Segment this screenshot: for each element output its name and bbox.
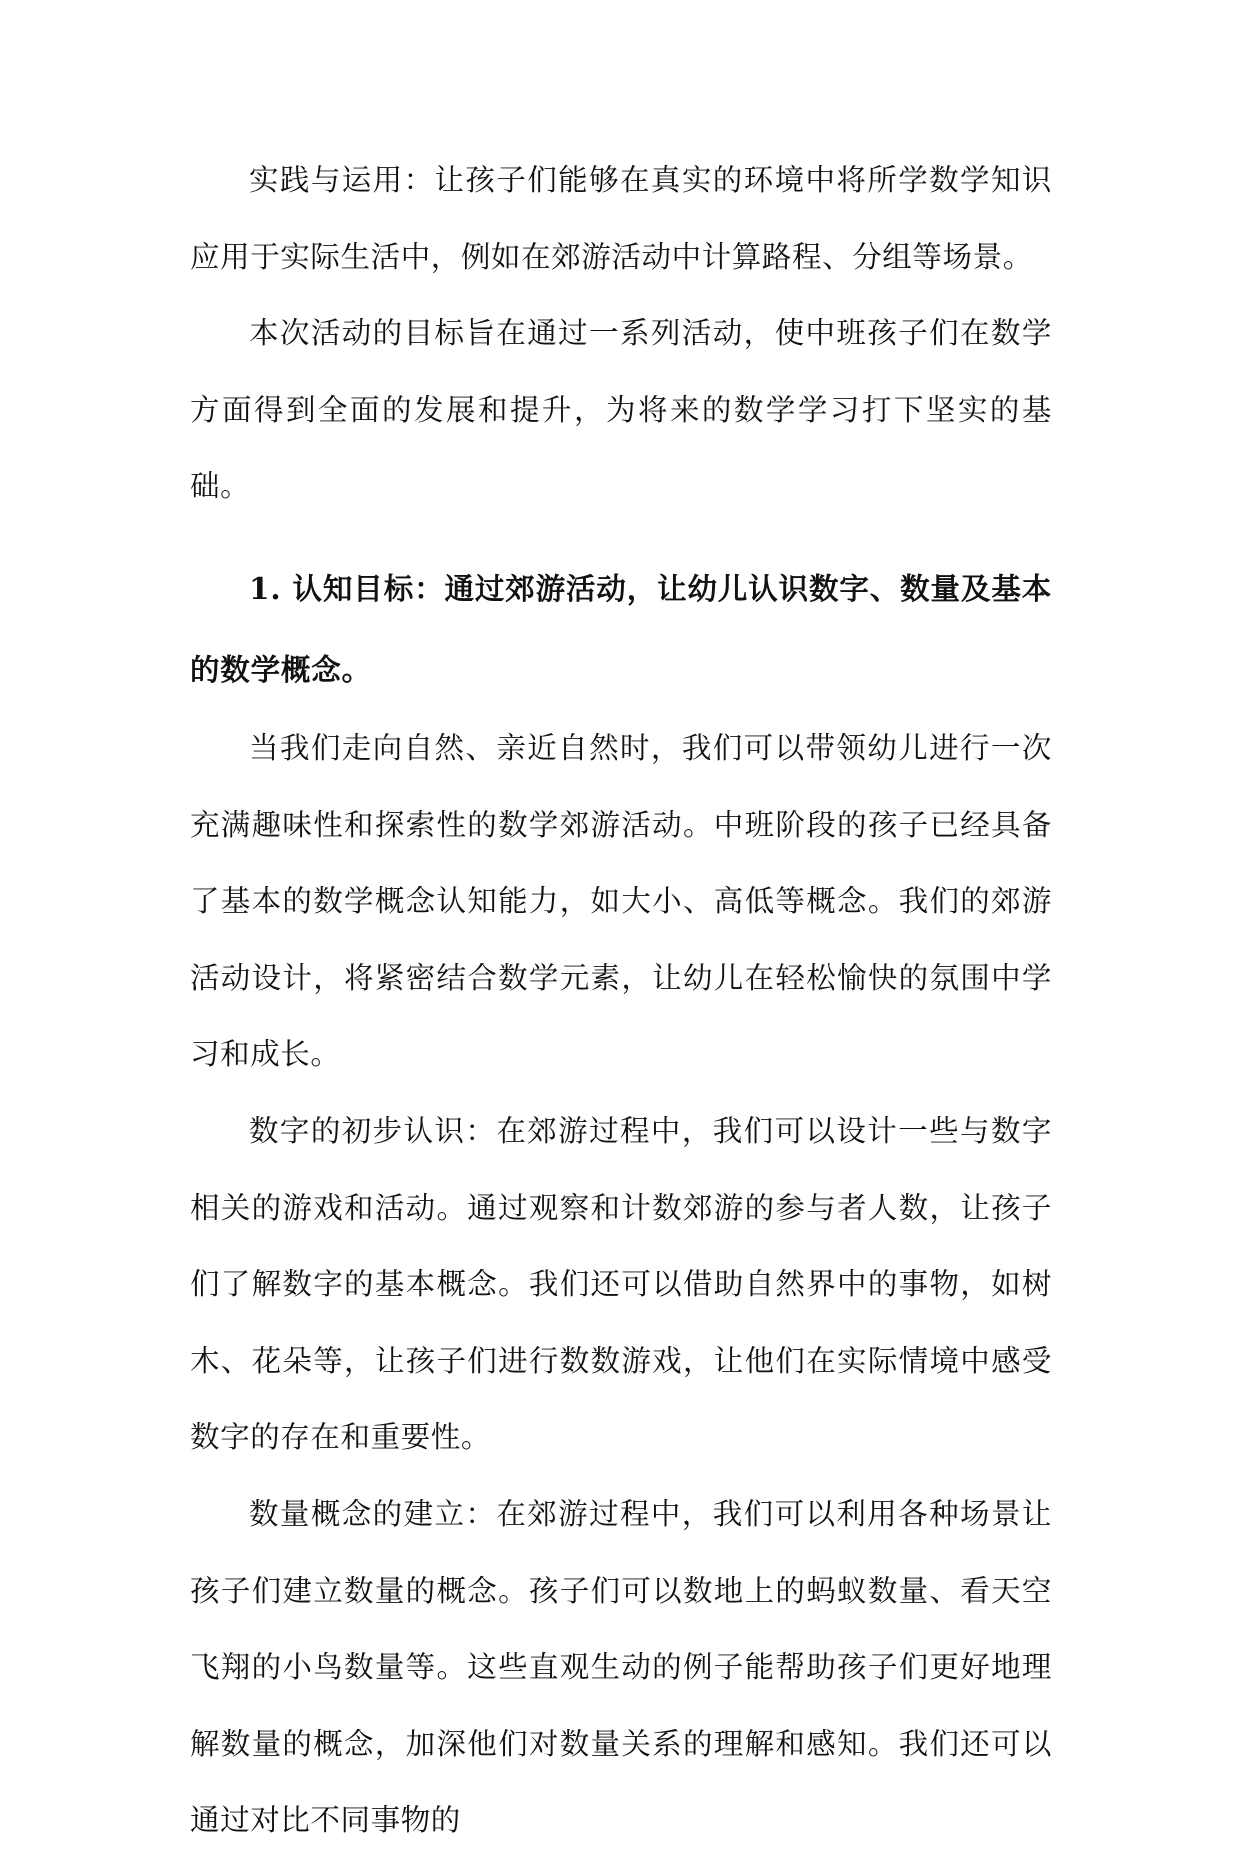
paragraph-quantity-concept: 数量概念的建立：在郊游过程中，我们可以利用各种场景让孩子们建立数量的概念。孩子们可以数地上的蚂蚁数量、看天空飞翔的小鸟数量等。这些直观生动的例子能帮助孩子们更好地理解数量的概念，加深他们对数量关系的理解和感知。我们还可以通过对比不同事物的	[190, 1496, 1052, 1838]
paragraph-practice-application: 实践与运用：让孩子们能够在真实的环境中将所学数学知识应用于实际生活中，例如在郊游活动中计算路程、分组等场景。	[190, 163, 1052, 274]
document-body	[190, 142, 1052, 1859]
paragraph-activity-goal: 本次活动的目标旨在通过一系列活动，使中班孩子们在数学方面得到全面的发展和提升，为将来的数学学习打下坚实的基础。	[190, 316, 1052, 504]
paragraph-number-recognition: 数字的初步认识：在郊游过程中，我们可以设计一些与数字相关的游戏和活动。通过观察和计数郊游的参与者人数，让孩子们了解数字的基本概念。我们还可以借助自然界中的事物，如树木、花朵等，让孩子们进行数数游戏，让他们在实际情境中感受数字的存在和重要性。	[190, 1113, 1052, 1455]
paragraph-nature-outing: 当我们走向自然、亲近自然时，我们可以带领幼儿进行一次充满趣味性和探索性的数学郊游活动。中班阶段的孩子已经具备了基本的数学概念认知能力，如大小、高低等概念。我们的郊游活动设计，将紧密结合数学元素，让幼儿在轻松愉快的氛围中学习和成长。	[190, 730, 1052, 1072]
section-heading-cognitive-goal: 1. 认知目标：通过郊游活动，让幼儿认识数字、数量及基本的数学概念。	[190, 570, 1052, 687]
